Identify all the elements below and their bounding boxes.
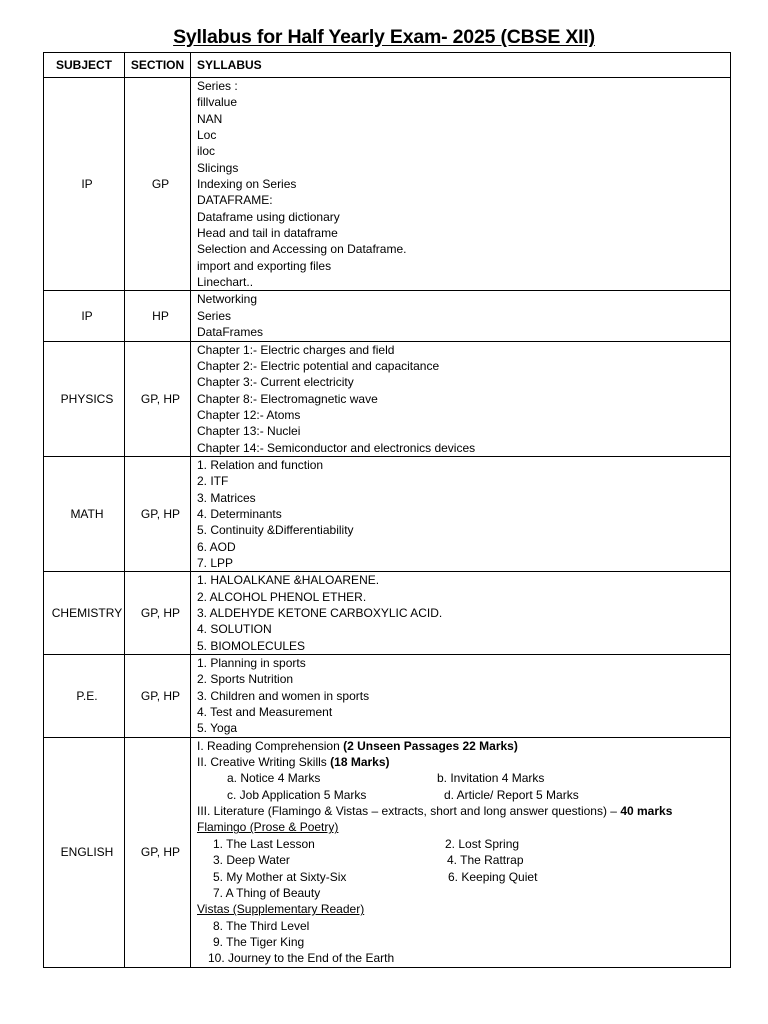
syllabus-line: Series [197, 308, 232, 323]
table-row [44, 341, 731, 456]
syllabus-line: 2. ITF [197, 474, 229, 489]
section-cell: GP [125, 78, 191, 291]
syllabus-line: Chapter 13:- Nuclei [197, 424, 301, 439]
header-subject: SUBJECT [44, 53, 125, 78]
syllabus-line: 5. Continuity &Differentiability [197, 523, 354, 538]
table-row-english [44, 737, 731, 967]
flamingo-heading: Flamingo (Prose & Poetry) [197, 820, 339, 835]
syllabus-line: Chapter 1:- Electric charges and field [197, 342, 395, 357]
syllabus-line: fillvalue [197, 95, 238, 110]
section-cell: GP, HP [125, 456, 191, 571]
english-line-ab: a. Notice 4 Marks b. Invitation 4 Marks [227, 771, 545, 786]
syllabus-cell [191, 737, 731, 967]
english-line-reading: I. Reading Comprehension (2 Unseen Passages 22 Marks) [197, 738, 518, 753]
table-row [44, 456, 731, 571]
flamingo-line-3: 5. My Mother at Sixty-Six 6. Keeping Quiet [213, 869, 538, 884]
subject-cell: P.E. [44, 655, 125, 738]
syllabus-line: 4. Test and Measurement [197, 705, 333, 720]
subject-cell: ENGLISH [44, 737, 125, 967]
table-row [44, 291, 731, 341]
syllabus-line: Chapter 3:- Current electricity [197, 375, 354, 390]
table-row [44, 78, 731, 291]
syllabus-line: DataFrames [197, 325, 264, 340]
syllabus-line: Dataframe using dictionary [197, 209, 340, 224]
syllabus-line: Linechart.. [197, 275, 254, 290]
syllabus-line: Head and tail in dataframe [197, 226, 338, 241]
syllabus-line: 1. Planning in sports [197, 656, 306, 671]
syllabus-line: Series : [197, 79, 238, 93]
syllabus-table [43, 52, 731, 968]
subject-cell: IP [44, 291, 125, 341]
syllabus-line: 1. Relation and function [197, 457, 324, 472]
flamingo-line-1: 1. The Last Lesson 2. Lost Spring [213, 836, 520, 851]
syllabus-line: 4. Determinants [197, 506, 282, 521]
page-title: Syllabus for Half Yearly Exam- 2025 (CBSE XII) [173, 26, 595, 48]
syllabus-line: 3. Matrices [197, 490, 256, 505]
subject-cell: PHYSICS [44, 341, 125, 456]
syllabus-cell [191, 291, 731, 341]
header-syllabus: SYLLABUS [191, 53, 731, 78]
section-cell: GP, HP [125, 737, 191, 967]
syllabus-line: iloc [197, 144, 216, 159]
syllabus-line: NAN [197, 111, 223, 126]
english-line-cd: c. Job Application 5 Marks d. Article/ Report 5 Marks [227, 787, 579, 802]
english-line-writing: II. Creative Writing Skills (18 Marks) [197, 755, 390, 770]
syllabus-line: Loc [197, 128, 217, 143]
syllabus-line: Chapter 14:- Semiconductor and electronics devices [197, 440, 476, 455]
syllabus-cell [191, 341, 731, 456]
syllabus-line: Chapter 2:- Electric potential and capacitance [197, 358, 440, 373]
syllabus-cell [191, 456, 731, 571]
header-section: SECTION [125, 53, 191, 78]
vistas-line-3: 10. Journey to the End of the Earth [208, 951, 395, 966]
syllabus-line: Networking [197, 292, 258, 307]
syllabus-line: 3. ALDEHYDE KETONE CARBOXYLIC ACID. [197, 606, 443, 620]
syllabus-line: Slicings [197, 160, 239, 175]
syllabus-line: 2. ALCOHOL PHENOL ETHER. [197, 589, 367, 604]
syllabus-cell [191, 655, 731, 738]
section-cell: GP, HP [125, 341, 191, 456]
syllabus-line: DATAFRAME: [197, 193, 273, 208]
syllabus-cell [191, 78, 731, 291]
syllabus-line: 5. Yoga [197, 721, 238, 736]
header-row [44, 53, 731, 78]
english-line-literature: III. Literature (Flamingo & Vistas – extracts, short and long answer questions) – 40 marks [197, 804, 673, 819]
syllabus-line: Indexing on Series [197, 177, 297, 192]
flamingo-line-2: 3. Deep Water 4. The Rattrap [213, 853, 524, 868]
syllabus-line: 6. AOD [197, 539, 236, 554]
syllabus-line: Selection and Accessing on Dataframe. [197, 242, 407, 257]
vistas-line-1: 8. The Third Level [213, 918, 310, 933]
syllabus-line: import and exporting files [197, 258, 332, 273]
table-row [44, 572, 731, 655]
vistas-line-2: 9. The Tiger King [213, 934, 305, 949]
section-cell: GP, HP [125, 572, 191, 655]
syllabus-cell [191, 572, 731, 655]
syllabus-line: 5. BIOMOLECULES [197, 638, 306, 653]
syllabus-line: 4. SOLUTION [197, 622, 272, 637]
subject-cell: CHEMISTRY [44, 572, 125, 655]
subject-cell: MATH [44, 456, 125, 571]
section-cell: HP [125, 291, 191, 341]
syllabus-line: Chapter 8:- Electromagnetic wave [197, 391, 378, 406]
section-cell: GP, HP [125, 655, 191, 738]
flamingo-line-4: 7. A Thing of Beauty [213, 885, 321, 900]
table-row [44, 655, 731, 738]
subject-cell: IP [44, 78, 125, 291]
syllabus-line: 3. Children and women in sports [197, 688, 370, 703]
syllabus-line: 7. LPP [197, 555, 234, 570]
syllabus-line: 2. Sports Nutrition [197, 672, 294, 687]
vistas-heading: Vistas (Supplementary Reader) [197, 902, 365, 917]
syllabus-line: 1. HALOALKANE &HALOARENE. [197, 573, 380, 588]
syllabus-line: Chapter 12:- Atoms [197, 407, 301, 422]
